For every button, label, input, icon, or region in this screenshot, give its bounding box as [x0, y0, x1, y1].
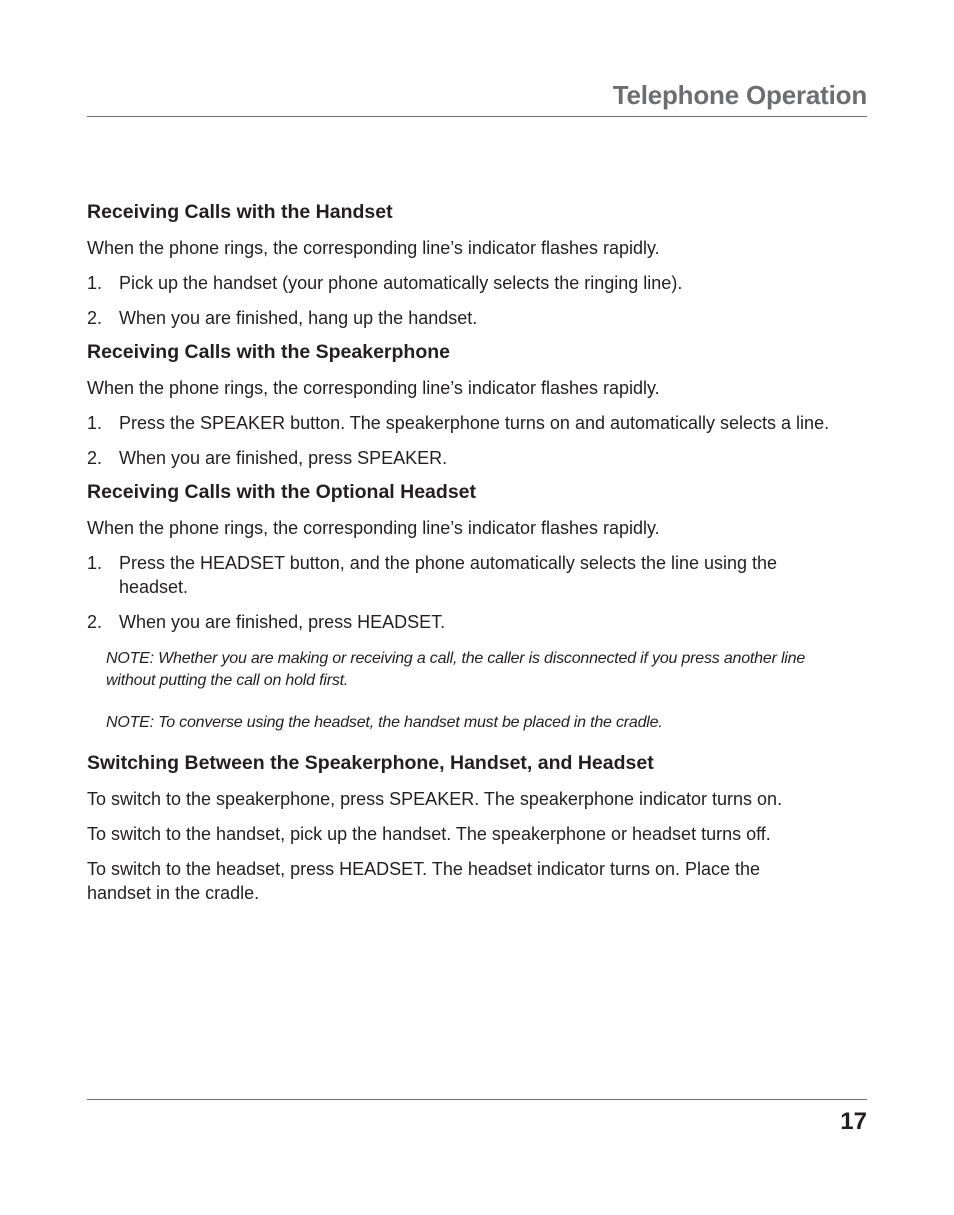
section-switching — [87, 750, 872, 905]
list-text: Press the SPEAKER button. The speakerphone turns on and automatically selects a line. — [119, 413, 830, 433]
footer-rule — [87, 1099, 867, 1100]
section-intro: When the phone rings, the corresponding line’s indicator flashes rapidly. — [87, 378, 660, 398]
list-text: Pick up the handset (your phone automatically selects the ringing line). — [119, 273, 683, 293]
note-text: NOTE: To converse using the headset, the handset must be placed in the cradle. — [106, 714, 663, 731]
list-item — [87, 610, 872, 634]
list-text: When you are finished, press HEADSET. — [119, 612, 446, 632]
list-item — [87, 271, 872, 295]
section-headset — [87, 479, 872, 734]
page-header-title: Telephone Operation — [612, 80, 867, 110]
list-item — [87, 306, 872, 330]
list-number: 2. — [87, 448, 103, 468]
section-paragraph: To switch to the headset, press HEADSET. The headset indicator turns on. Place the handset in the cradle. — [87, 859, 761, 903]
list-item — [87, 446, 872, 470]
list-number: 1. — [87, 273, 103, 293]
list-item — [87, 551, 872, 599]
list-number: 2. — [87, 308, 103, 328]
section-heading: Receiving Calls with the Handset — [87, 201, 393, 223]
list-text: Press the HEADSET button, and the phone automatically selects the line using the headset. — [119, 553, 778, 597]
section-heading: Receiving Calls with the Speakerphone — [87, 341, 451, 363]
section-intro: When the phone rings, the corresponding line’s indicator flashes rapidly. — [87, 238, 660, 258]
list-number: 1. — [87, 553, 103, 573]
note-text: NOTE: Whether you are making or receiving a call, the caller is disconnected if you press another line without putting the call on hold first. — [106, 650, 806, 689]
list-text: When you are finished, press SPEAKER. — [119, 448, 448, 468]
header-rule — [87, 116, 867, 117]
list-number: 2. — [87, 612, 103, 632]
list-item — [87, 411, 872, 435]
list-number: 1. — [87, 413, 103, 433]
page-number: 17 — [840, 1108, 867, 1135]
section-intro: When the phone rings, the corresponding line’s indicator flashes rapidly. — [87, 518, 660, 538]
notes — [87, 648, 872, 734]
section-heading: Switching Between the Speakerphone, Handset, and Headset — [87, 752, 654, 774]
section-paragraph: To switch to the speakerphone, press SPEAKER. The speakerphone indicator turns on. — [87, 789, 783, 809]
page-content — [87, 199, 872, 916]
list-text: When you are finished, hang up the handset. — [119, 308, 478, 328]
section-heading: Receiving Calls with the Optional Headset — [87, 481, 477, 503]
section-speakerphone — [87, 339, 872, 470]
section-handset — [87, 199, 872, 330]
section-paragraph: To switch to the handset, pick up the handset. The speakerphone or headset turns off. — [87, 824, 771, 844]
